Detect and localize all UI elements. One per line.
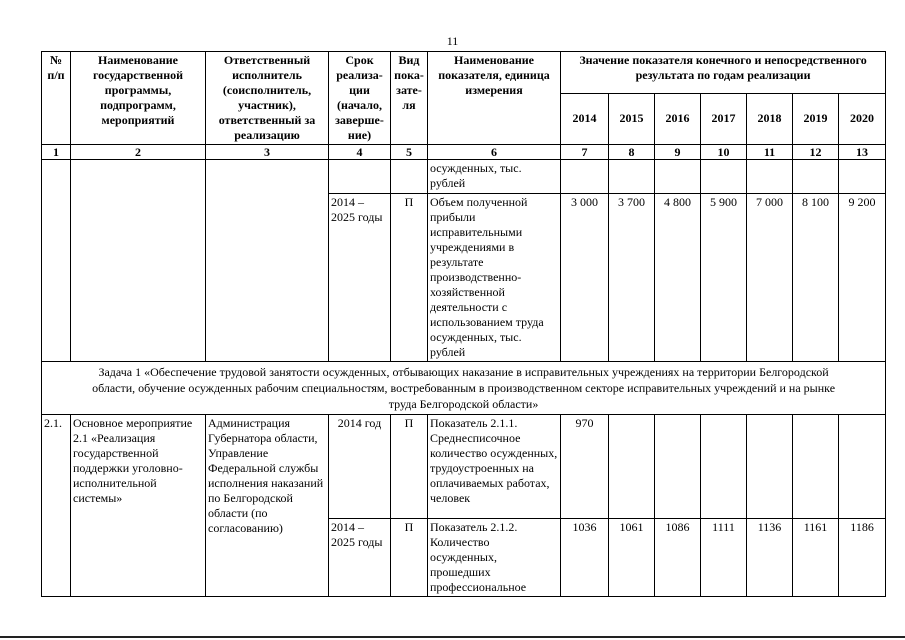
header-year: 2014 [561,93,609,144]
cell-value: 1186 [839,519,886,597]
cell-value: 1111 [701,519,747,597]
cell-value: 3 700 [609,194,655,362]
cell-value [747,160,793,194]
column-number: 9 [655,145,701,160]
cell-value [839,160,886,194]
header-year: 2017 [701,93,747,144]
page-number: 11 [446,34,459,48]
cell-executor: Администрация Губернатора области, Управление Федеральной службы исполнения наказаний по Белгородской области (по согласованию) [206,415,329,597]
cell-value: 4 800 [655,194,701,362]
header-year: 2015 [609,93,655,144]
cell-indicator: осужденных, тыс. рублей [428,160,561,194]
header-num: № п/п [42,52,71,145]
column-number: 5 [391,145,428,160]
column-numbers-row [42,145,886,160]
cell-term: 2014 – 2025 годы [329,194,391,362]
column-number: 6 [428,145,561,160]
column-number: 8 [609,145,655,160]
column-number: 7 [561,145,609,160]
column-number: 12 [793,145,839,160]
table-row [42,160,886,194]
cell-value: 5 900 [701,194,747,362]
cell-value: 7 000 [747,194,793,362]
column-number: 4 [329,145,391,160]
cell-term: 2014 год [329,415,391,519]
column-number: 11 [747,145,793,160]
column-number: 13 [839,145,886,160]
cell-program-name: Основное мероприятие 2.1 «Реализация государственной поддержки уголовно-исполнительной системы» [71,415,206,597]
cell-num: 2.1. [42,415,71,597]
cell-value: 1161 [793,519,839,597]
cell-value: 1136 [747,519,793,597]
table-row [42,415,886,519]
cell-value [609,160,655,194]
cell-value [609,415,655,519]
cell-value [655,160,701,194]
indicators-table [41,51,886,597]
cell-value [701,415,747,519]
cell-indicator: Показатель 2.1.1. Среднесписочное количество осужденных, трудоустроенных на оплачиваемых работах, человек [428,415,561,519]
cell-value: 1086 [655,519,701,597]
cell-term [329,160,391,194]
header-row [42,52,886,94]
task-row [42,362,886,415]
column-number: 2 [71,145,206,160]
cell-value [701,160,747,194]
cell-type: П [391,519,428,597]
header-year: 2019 [793,93,839,144]
cell-indicator: Объем полученной прибыли исправительными учреждениями в результате производственно-хозяйственной деятельности с использованием труда осужденных, тыс. рублей [428,194,561,362]
cell-term: 2014 – 2025 годы [329,519,391,597]
column-number: 3 [206,145,329,160]
header-year: 2018 [747,93,793,144]
cell-value: 970 [561,415,609,519]
header-values-by-year: Значение показателя конечного и непосредственного результата по годам реализации [561,52,886,94]
cell-indicator: Показатель 2.1.2. Количество осужденных, прошедших профессиональное [428,519,561,597]
header-executor: Ответственный исполнитель (соисполнитель, участник), ответственный за реализацию [206,52,329,145]
header-indicator-name: Наименование показателя, единица измерения [428,52,561,145]
cell-value: 1036 [561,519,609,597]
cell-type [391,160,428,194]
cell-value: 8 100 [793,194,839,362]
cell-value: 3 000 [561,194,609,362]
page-bottom-edge [0,636,905,638]
cell-value: 9 200 [839,194,886,362]
cell-executor [206,160,329,362]
column-number: 10 [701,145,747,160]
header-program-name: Наименование государственной программы, подпрограмм, мероприятий [71,52,206,145]
cell-value [793,415,839,519]
cell-value [747,415,793,519]
header-year: 2016 [655,93,701,144]
cell-type: П [391,415,428,519]
cell-value [655,415,701,519]
cell-value [561,160,609,194]
header-term: Срок реализа-ции (начало, заверше-ние) [329,52,391,145]
header-indicator-type: Вид пока-зате-ля [391,52,428,145]
cell-program-name [71,160,206,362]
cell-value [839,415,886,519]
cell-value: 1061 [609,519,655,597]
column-number: 1 [42,145,71,160]
cell-type: П [391,194,428,362]
cell-value [793,160,839,194]
header-year: 2020 [839,93,886,144]
cell-num [42,160,71,362]
task-heading: Задача 1 «Обеспечение трудовой занятости осужденных, отбывающих наказание в исправительных учреждениях на территории Белгородской области, обучение осужденных рабочим специальностям, востребованным в производственном секторе исправительных учреждений и на рынке труда Белгородской области» [42,362,886,415]
